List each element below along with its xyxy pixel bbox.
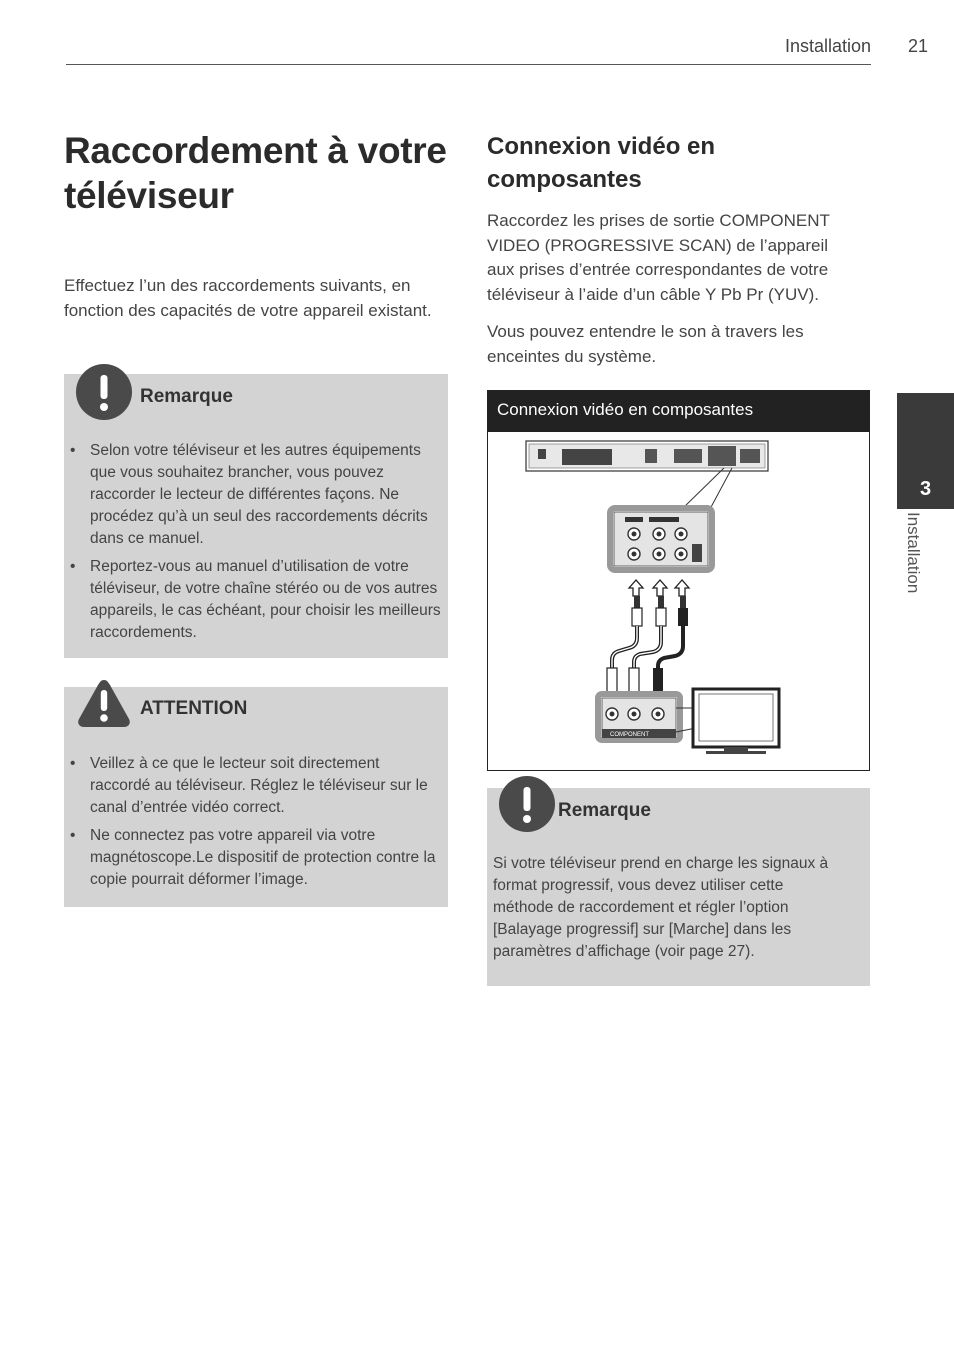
component-connection-diagram xyxy=(488,432,868,769)
tv-icon xyxy=(693,689,779,754)
intro-paragraph: Effectuez l’un des raccordements suivants, en fonction des capacités de votre appareil existant. xyxy=(64,276,432,320)
note-text: Si votre téléviseur prend en charge les signaux à format progressif, vous devez utiliser cette méthode de raccordement et régler l’option [Balayage progressif] sur [Marche] dans les paramètres d’affichage (voir page 27). xyxy=(493,855,829,960)
exclamation-circle-icon xyxy=(76,364,132,420)
list-item: • Selon votre téléviseur et les autres équipements que vous souhaitez brancher, vous pouvez raccorder le lecteur de différentes façons. Ne procédez qu’à un seul des raccordements décrits dans ce manuel. xyxy=(70,442,428,547)
instruction-paragraph: Raccordez les prises de sortie COMPONENT VIDEO (PROGRESSIVE SCAN) de l’appareil aux prises d’entrée correspondantes de votre téléviseur à l’aide d’un câble Y Pb Pr (YUV). xyxy=(487,211,830,304)
section-title: Connexion vidéo en composantes xyxy=(487,133,716,193)
list-item-text: Selon votre téléviseur et les autres équipements que vous souhaitez brancher, vous pouvez raccorder le lecteur de différentes façons. Ne procédez qu’à un seul des raccordements décrits dans ce manuel. xyxy=(90,442,428,547)
note-box-progressive xyxy=(487,788,870,986)
note-box xyxy=(64,374,448,658)
warning-triangle-icon xyxy=(76,675,132,731)
list-item-text: Reportez-vous au manuel d’utilisation de votre téléviseur, de votre chaîne stéréo ou de vos autres appareils, le cas échéant, pour choisir les meilleurs raccordements. xyxy=(90,558,441,641)
page-number: 21 xyxy=(907,36,929,56)
exclamation-circle-icon xyxy=(499,776,555,832)
header-rule xyxy=(66,64,871,65)
caution-list xyxy=(64,753,444,897)
list-item: • Reportez-vous au manuel d’utilisation de votre téléviseur, de votre chaîne stéréo ou de vos autres appareils, le cas échéant, pour choisir les meilleurs raccordements. xyxy=(70,558,441,641)
list-item: • Veillez à ce que le lecteur soit directement raccordé au téléviseur. Réglez le téléviseur sur le canal d’entrée vidéo correct. xyxy=(70,755,428,816)
figure-caption: Connexion vidéo en composantes xyxy=(488,391,869,432)
tv-port-label: COMPONENT xyxy=(610,732,649,738)
caution-heading: ATTENTION xyxy=(140,698,248,719)
caution-box xyxy=(64,687,448,907)
chapter-label-text: Installation xyxy=(904,512,923,594)
list-item: • Ne connectez pas votre appareil via votre magnétoscope.Le dispositif de protection contre la copie pourrait déformer l’image. xyxy=(70,827,436,888)
note-list xyxy=(64,440,444,650)
note-heading: Remarque xyxy=(140,386,233,407)
connection-figure xyxy=(487,390,870,771)
chapter-label xyxy=(878,512,948,622)
player-unit xyxy=(526,441,768,471)
running-header-section: Installation xyxy=(784,36,871,56)
chapter-number: 3 xyxy=(919,478,932,500)
component-cable xyxy=(612,626,683,668)
sound-paragraph: Vous pouvez entendre le son à travers les enceintes du système. xyxy=(487,322,804,366)
list-item-text: Ne connectez pas votre appareil via votre magnétoscope.Le dispositif de protection contre la copie pourrait déformer l’image. xyxy=(90,827,436,888)
note-heading: Remarque xyxy=(558,800,651,821)
chapter-tab xyxy=(897,393,954,509)
output-jack-panel xyxy=(610,508,712,570)
list-item-text: Veillez à ce que le lecteur soit directement raccordé au téléviseur. Réglez le téléviseur sur le canal d’entrée vidéo correct. xyxy=(90,755,428,816)
page-title: Raccordement à votre téléviseur xyxy=(64,130,447,216)
tv-input-panel xyxy=(598,694,680,740)
